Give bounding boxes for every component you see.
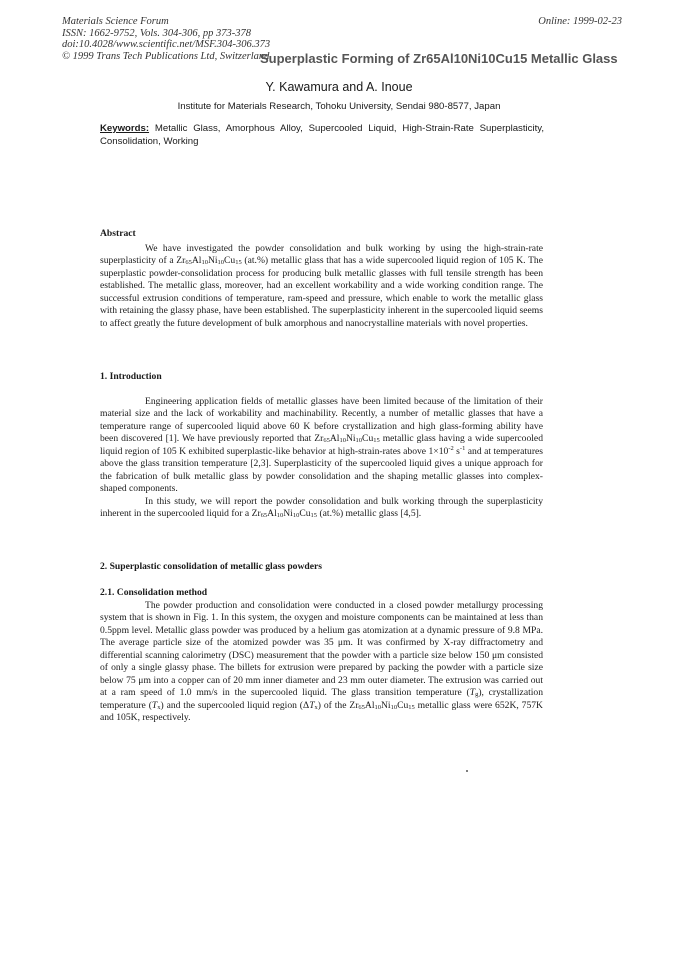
journal-name: Materials Science Forum <box>62 16 169 27</box>
paper-title-clipped <box>260 51 618 66</box>
copyright-line: © 1999 Trans Tech Publications Ltd, Switzerland <box>62 50 270 62</box>
intro-paragraph-1: Engineering application fields of metallic glasses have been limited because of the limitation of their material size and the lack of workability and machinability. Recently, a number of metallic glasses that have a temperature range of supercooled liquid above 60 K before crystallization and high glass-forming ability have been discovered [1]. We have previously reported that $Zr_{65}Al_{10}Ni_{10}Cu_{15}$ metallic glass having a wide supercooled liquid region of 105 K exhibited superplastic-like behavior at high-strain-rates above $1\times 10^{-2}$ $s^{-1}$ and at temperatures above the glass transition temperature [2,3]. Superplasticity of the supercooled liquid gives a unique approach for the fabrication of bulk metallic glass by powder consolidation and the shaping metallic glasses into complex-shaped components. <box>100 395 544 494</box>
alloy-formula: $Zr_{65}Al_{10}Ni_{10}Cu_{15}$ <box>314 433 380 444</box>
keywords-label: Keywords: <box>100 123 150 134</box>
abstract-paragraph: We have investigated the powder consolidation and bulk working by using the high-strain-rate superplasticity of a $Zr_{65}Al_{10}Ni_{10}Cu_{15}$ (at.%) metallic glass that has a wide supercooled liquid region of 105 K. The superplastic powder-consolidation process for producing bulk metallic glasses with full tensile strength has been established. The metallic glass, moreover, had an excellent workability and a wide working condition range. The successful extrusion conditions of temperature, ram-speed and pressure, which enable to work the metallic glass with retaining the glassy phase, have been established. The superplasticity inherent in the supercooled liquid seems to affect greatly the future development of bulk amorphous and nanocrystalline materials with novel properties. <box>100 242 543 329</box>
alloy-formula: $Zr_{65}Al_{10}Ni_{10}Cu_{15}$ <box>176 255 242 266</box>
online-date: Online: 1999-02-23 <box>538 16 622 27</box>
section-2 <box>100 561 543 576</box>
keywords-text: Metallic Glass, Amorphous Alloy, Supercooled Liquid, High-Strain-Rate Superplasticity, Consolidation, Working <box>100 123 544 147</box>
publication-info <box>62 16 270 62</box>
intro-paragraph-2: In this study, we will report the powder consolidation and bulk working through the superplasticity inherent in the supercooled liquid for a $Zr_{65}Al_{10}Ni_{10}Cu_{15}$ (at.%) metallic glass [4,5]. <box>100 495 543 519</box>
scan-speck <box>466 770 468 772</box>
section-2-heading: 2. Superplastic consolidation of metallic glass powders <box>100 561 322 572</box>
abstract-heading: Abstract <box>100 228 136 239</box>
introduction-heading: 1. Introduction <box>100 371 162 382</box>
keywords <box>100 122 544 148</box>
abstract-section <box>100 228 543 330</box>
alloy-formula: $Zr_{65}Al_{10}Ni_{10}Cu_{15}$ <box>349 699 415 711</box>
doi-link[interactable]: doi:10.4028/www.scientific.net/MSF.304-306.373 <box>62 39 271 51</box>
introduction-section <box>100 371 543 521</box>
alloy-formula: $Zr_{65}Al_{10}Ni_{10}Cu_{15}$ <box>251 508 318 519</box>
section-2-1-paragraph: The powder production and consolidation were conducted in a closed powder metallurgy processing system that is shown in Fig. 1. In this system, the oxygen and moisture components can be maintained at less than 0.5ppm level. Metallic glass powder was produced by a helium gas atomization at a dynamic pressure of 9.8 MPa. The average particle size of the atomized powder was 35 μm. It was confirmed by X-ray diffractometry and differential scanning calorimetry (DSC) measurement that the powder with a particle size below 150 μm consisted of only a single glassy phase. The billets for extrusion were prepared by packing the powder with a particle size below 75 μm into a copper can of 20 mm inner diameter and 23 mm outer diameter. The extrusion was carried out at a ram speed of 1.0 mm/s in the supercooled liquid. The glass transition temperature $(T_g)$, crystallization temperature $(T_x)$ and the supercooled liquid region $(\Delta T_x)$ of the $Zr_{65}Al_{10}Ni_{10}Cu_{15}$ metallic glass were 652K, 757K and 105K, respectively. <box>100 599 543 723</box>
section-2-1-heading: 2.1. Consolidation method <box>100 587 208 598</box>
issn-line: ISSN: 1662-9752, Vols. 304-306, pp 373-378 <box>62 27 251 39</box>
paper-title: Superplastic Forming of Zr65Al10Ni10Cu15 Metallic Glass <box>260 51 618 66</box>
section-2-1 <box>100 587 543 725</box>
affiliation: Institute for Materials Research, Tohoku University, Sendai 980-8577, Japan <box>177 101 501 112</box>
authors: Y. Kawamura and A. Inoue <box>265 80 413 94</box>
